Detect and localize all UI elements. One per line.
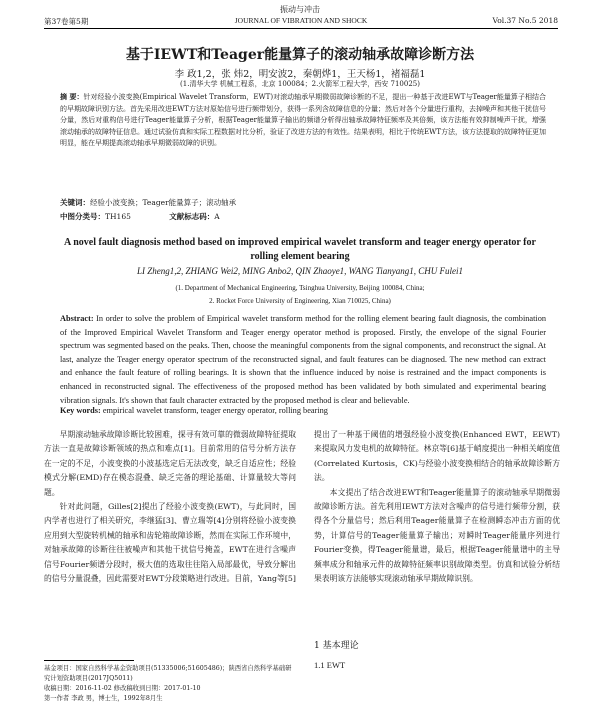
keywords-en-text: empirical wavelet transform, teager energy operator, rolling bearing bbox=[102, 406, 328, 415]
header-volume-cn: 第37卷第5期 bbox=[44, 17, 89, 26]
doc-code-value: A bbox=[214, 212, 220, 221]
footnote-funding: 基金项目：国家自然科学基金资助项目(51335006;51605486)；陕西省自然科学基础研究计划资助项目(2017JQ5011) bbox=[44, 665, 292, 682]
affiliation-en-2: 2. Rocket Force University of Engineering, Xian 710025, China) bbox=[209, 297, 391, 305]
body-paragraph: 提出了一种基于阈值的增强经验小波变换(Enhanced EWT，EEWT)来提取风力发电机的故障特征。林京等[6]基于峭度提出一种相关峭度值(Correlated Kurtosis，CK)与经验小波变换相结合的轴承故障诊断方法。 bbox=[314, 430, 560, 483]
section-heading-1: 1 基本理论 bbox=[314, 641, 359, 651]
affiliation-cn: (1.清华大学 机械工程系，北京 100084；2.火箭军工程大学，西安 710025) bbox=[180, 80, 420, 88]
keywords-en-label: Key words: bbox=[60, 406, 101, 415]
body-paragraph: 针对此问题，Gilles[2]提出了经验小波变换(EWT)，与此同时，国内学者也进行了相关研究，李继猛[3]、曹立瑞等[4]分别将经验小波变换应用到大型旋转机械的轴承和齿轮箱故障诊断，然而在实际工作环境中，对轴承故障的诊断往往被噪声和其他干扰信号掩盖，EWT在进行含噪声信号Fourier频谱分段时，极大值的选取往往陷入局部最优，导致分解出的信号分量混叠，因此需要对EWT分段策略进行改进。目前，Yang等[5] bbox=[44, 502, 296, 584]
clc-value: TH165 bbox=[105, 212, 131, 221]
classification bbox=[60, 211, 546, 222]
authors-cn: 李 政1,2，张 炜2，明安波2，秦朝烨1，王天杨1，褚福磊1 bbox=[174, 69, 426, 80]
journal-name: 振动与冲击 bbox=[280, 5, 320, 14]
body-right-column bbox=[314, 428, 560, 586]
abstract-cn-label: 摘 要： bbox=[60, 92, 84, 101]
footnote-rule bbox=[44, 660, 134, 661]
footnote bbox=[44, 664, 296, 704]
body-paragraph: 本文提出了结合改进EWT和Teager能量算子的滚动轴承早期微弱故障诊断方法。首先利用IEWT方法对含噪声的信号进行频带分割，获得各个分量信号；然后利用Teager能量算子在检测瞬态冲击方面的优势，计算信号的Teager能量算子输出；对瞬时Teager能量序列进行Fourier变换，得Teager能量谱，最后，根据Teager能量谱中的主导频率成分和轴承元件的故障特征频率识别故障类型。仿真和试验分析结果表明该方法能够实现滚动轴承早期故障识别。 bbox=[314, 487, 560, 584]
abstract-cn-text: 针对经验小波变换(Empirical Wavelet Transform，EWT)对滚动轴承早期微弱故障诊断的不足，提出一种基于改进EWT与Teager能量算子相结合的早期故障识别方法。首先采用改进EWT方法对原始信号进行频带划分，获得一系列含故障信息的分量；然后对各个分量进行重构，去掉噪声和其他干扰信号分量，然后对重构信号进行Teager能量算子分析，根据Teager能量算子输出的频谱分析得出轴承故障特征频率及其倍频，该方法能有效抑制噪声干扰，增强滚动轴承的故障特征信息。通过试验仿真和实际工程数据对比分析，验证了改进方法的有效性。结果表明，相比于传统EWT方法，该方法提取的故障特征更加明显，能在早期提高滚动轴承早期微弱故障的识别。 bbox=[60, 93, 546, 148]
abstract-en-label: Abstract: bbox=[60, 314, 94, 323]
header-journal-en: JOURNAL OF VIBRATION AND SHOCK bbox=[234, 16, 368, 25]
abstract-en bbox=[60, 312, 546, 407]
header-rule bbox=[44, 28, 558, 29]
footnote-dates: 收稿日期：2016-11-02 修改稿收到日期：2017-01-10 bbox=[44, 685, 201, 692]
header-volume-en: Vol.37 No.5 2018 bbox=[492, 16, 558, 25]
authors-en: LI Zheng1,2, ZHIANG Wei2, MING Anbo2, QIN Zhaoye1, WANG Tianyang1, CHU Fulei1 bbox=[136, 266, 464, 276]
footnote-author: 第一作者 李政 男，博士生，1992年8月生 bbox=[44, 695, 163, 702]
body-left-column bbox=[44, 428, 296, 586]
body-paragraph: 早期滚动轴承故障诊断比较困难，探寻有效可靠的微弱故障特征提取方法一直是故障诊断领域的热点和难点[1]。目前常用的信号分析方法存在一定的不足，小波变换的小波基选定后无法改变，缺乏自适应性；经验模式分解(EMD)存在模态混叠、缺乏完备的理论基础、计算量较大等问题。 bbox=[44, 430, 296, 497]
section-heading-1-1: 1.1 EWT bbox=[314, 660, 346, 670]
keywords-en bbox=[60, 406, 546, 415]
title-cn: 基于IEWT和Teager能量算子的滚动轴承故障诊断方法 bbox=[125, 47, 475, 63]
title-en: A novel fault diagnosis method based on improved empirical wavelet transform and teager energy operator for rolling element bearing bbox=[64, 237, 536, 262]
keywords-cn-label: 关键词： bbox=[60, 198, 90, 207]
abstract-en-text: In order to solve the problem of Empirical wavelet transform method for the rolling element bearing fault diagnosis, the combination of the Improved Empirical Wavelet Transform and Teager energy operator method is proposed. Firstly, the envelope of the signal Fourier spectrum was segmented based on the peaks. Then, choose the meaningful components from the signal components, and reconstruct the signal. At last, analyze the Teager energy operator spectrum of the reconstructed signal, and fault features can be diagnosed. The new method can extract and enhance the fault feature of rolling bearings. It is shown that the influence induced by noise is restrained and the impact components is enhanced in reconstructed signal. The effectiveness of the proposed method has been validated by both simulated and experimental bearing vibration signals. It's shown that fault character extracted by the proposed method is clear and believable. bbox=[60, 314, 546, 405]
keywords-cn bbox=[60, 197, 546, 208]
clc-label: 中图分类号： bbox=[60, 212, 105, 221]
abstract-cn bbox=[60, 91, 546, 150]
doc-code-label: 文献标志码： bbox=[169, 212, 215, 221]
keywords-cn-text: 经验小波变换；Teager能量算子；滚动轴承 bbox=[90, 198, 237, 207]
affiliation-en-1: (1. Department of Mechanical Engineering, Tsinghua University, Beijing 100084, China; bbox=[175, 284, 425, 292]
